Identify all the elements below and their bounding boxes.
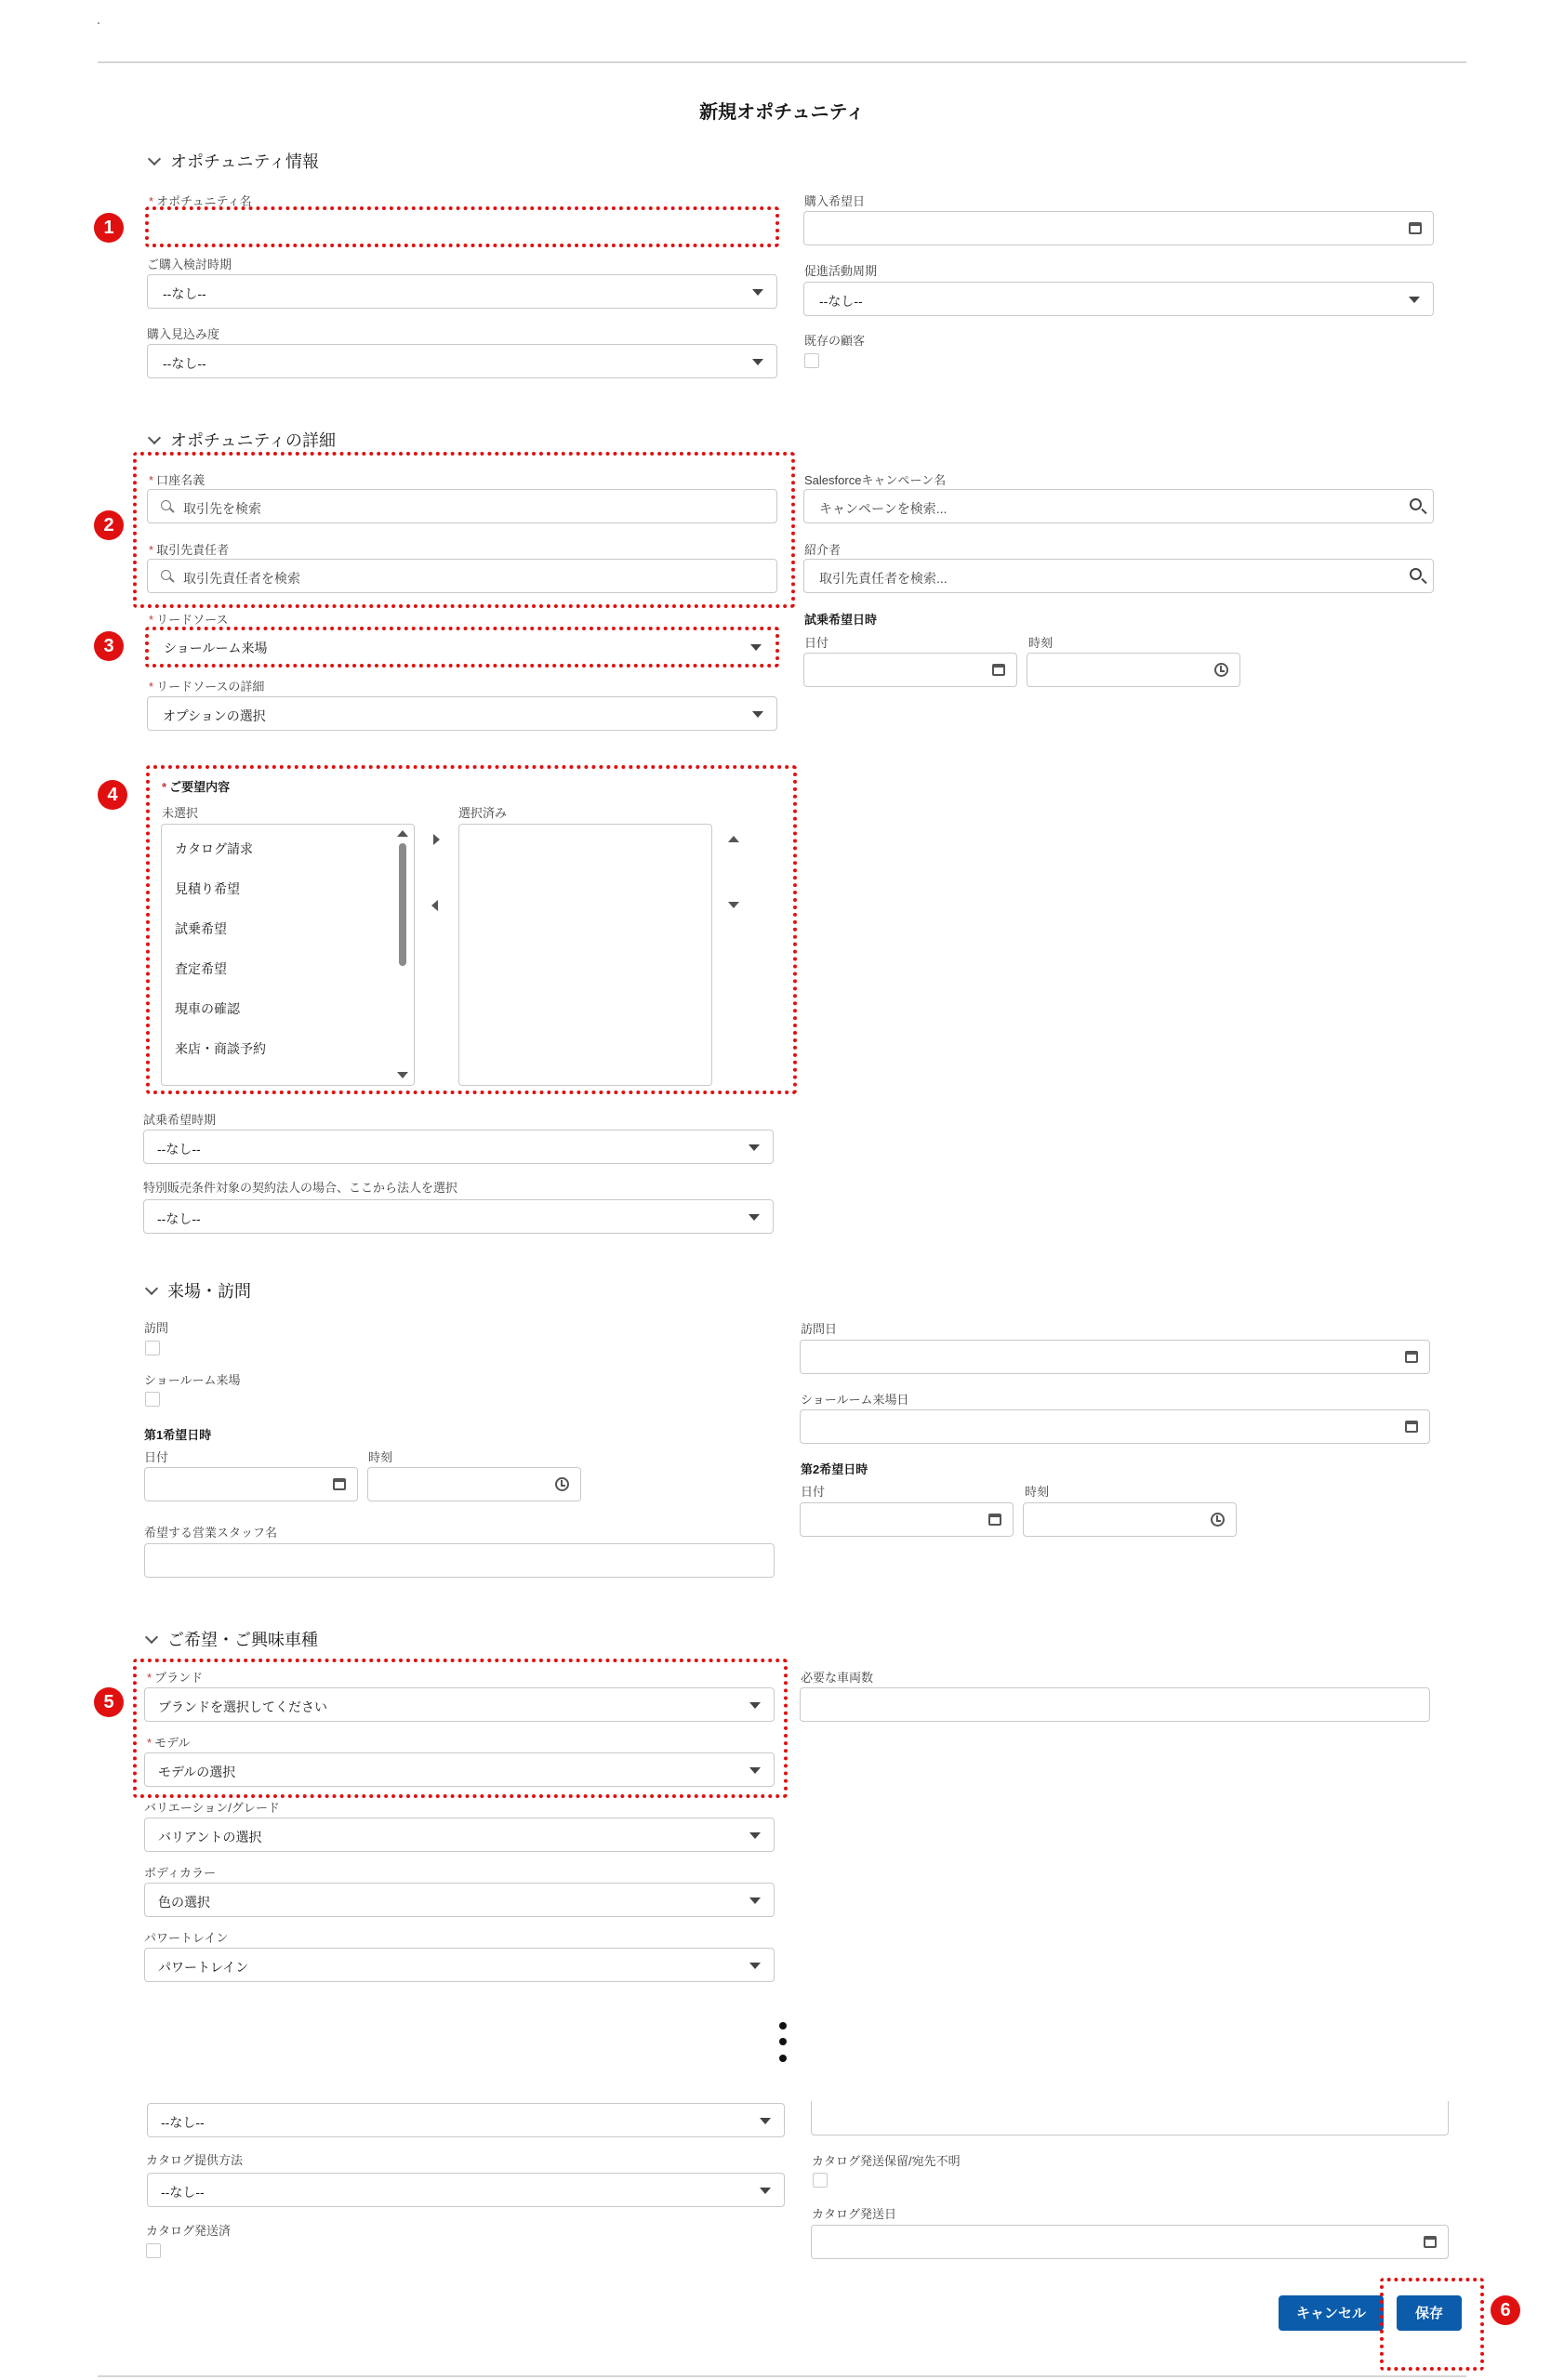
lead-detail-select[interactable] xyxy=(147,696,777,731)
corner-dot xyxy=(98,22,99,24)
page-title: 新規オポチュニティ xyxy=(699,102,865,123)
move-left-icon[interactable] xyxy=(431,900,438,911)
catalog-sent-checkbox[interactable] xyxy=(146,2243,161,2258)
calendar-icon[interactable] xyxy=(992,664,1005,676)
search-icon[interactable] xyxy=(1410,498,1422,510)
testdrive-period-value: --なし-- xyxy=(157,1142,201,1157)
scroll-down-icon[interactable] xyxy=(397,1072,408,1078)
lead-source-value: ショールーム来場 xyxy=(164,641,268,655)
second-time-label: 時刻 xyxy=(1025,1485,1050,1499)
clock-icon[interactable] xyxy=(1211,1513,1225,1527)
chevron-down-icon xyxy=(749,1832,761,1839)
brand-select[interactable] xyxy=(144,1687,775,1722)
first-date-label: 日付 xyxy=(144,1450,169,1464)
variation-value: バリアントの選択 xyxy=(158,1830,262,1844)
referrer-placeholder: 取引先責任者を検索... xyxy=(819,571,948,586)
catalog-sent-label: カタログ発送済 xyxy=(146,2224,232,2238)
list-item[interactable]: 現車の確認 xyxy=(175,1001,240,1016)
chevron-down-icon xyxy=(749,1144,760,1151)
timing-value: --なし-- xyxy=(163,286,206,301)
move-down-icon[interactable] xyxy=(728,902,739,908)
model-value: モデルの選択 xyxy=(158,1765,236,1779)
chevron-down-icon xyxy=(752,359,763,365)
calendar-icon[interactable] xyxy=(1405,1421,1418,1433)
staff-input[interactable] xyxy=(144,1543,775,1578)
variation-label: バリエーション/グレード xyxy=(144,1801,280,1815)
search-icon[interactable] xyxy=(1410,568,1422,580)
clock-icon[interactable] xyxy=(555,1477,569,1491)
promo-select[interactable] xyxy=(803,282,1434,316)
lead-source-label: * リードソース xyxy=(149,613,229,627)
likelihood-label: 購入見込み度 xyxy=(147,327,220,341)
likelihood-select[interactable] xyxy=(147,344,777,378)
catalog-method-value: --なし-- xyxy=(161,2185,205,2200)
step-marker-6: 6 xyxy=(1491,2295,1520,2325)
corp-value: --なし-- xyxy=(157,1211,201,1226)
selected-label: 選択済み xyxy=(458,806,508,820)
section-title: 来場・訪問 xyxy=(167,1282,251,1301)
chevron-down-icon xyxy=(752,289,763,296)
section-header-detail[interactable] xyxy=(146,428,336,452)
chevron-down-icon xyxy=(760,2118,771,2124)
contact-lookup[interactable] xyxy=(147,559,777,593)
section-header-visit[interactable] xyxy=(143,1278,251,1302)
timing-select[interactable] xyxy=(147,274,777,309)
step-marker-3: 3 xyxy=(94,631,124,661)
search-icon xyxy=(161,500,171,510)
list-item[interactable]: 査定希望 xyxy=(175,961,227,976)
testdrive-date-label: 日付 xyxy=(804,636,829,650)
testdrive-period-label: 試乗希望時期 xyxy=(143,1113,217,1127)
step-marker-4: 4 xyxy=(98,780,127,810)
opp-name-label: * オポチュニティ名 xyxy=(149,194,252,208)
first-time-input[interactable] xyxy=(367,1467,581,1501)
testdrive-time-input[interactable] xyxy=(1027,653,1240,687)
first-choice-label: 第1希望日時 xyxy=(144,1428,212,1442)
showroom-label: ショールーム来場 xyxy=(144,1373,241,1387)
bottom-right-input[interactable] xyxy=(811,2101,1449,2135)
chevron-down-icon xyxy=(749,1963,761,1969)
clock-icon[interactable] xyxy=(1214,663,1228,677)
second-date-label: 日付 xyxy=(801,1485,826,1499)
lead-source-select[interactable] xyxy=(149,629,775,664)
vehicle-count-label: 必要な車両数 xyxy=(801,1671,874,1685)
calendar-icon[interactable] xyxy=(988,1514,1001,1526)
save-button[interactable]: 保存 xyxy=(1397,2295,1462,2331)
second-time-input[interactable] xyxy=(1023,1502,1237,1537)
chevron-down-icon xyxy=(145,1631,158,1644)
model-select[interactable] xyxy=(144,1752,775,1787)
scrollbar-thumb[interactable] xyxy=(399,843,406,966)
step-marker-1: 1 xyxy=(94,213,124,243)
timing-label: ご購入検討時期 xyxy=(147,258,232,271)
opp-name-input[interactable] xyxy=(147,210,777,245)
second-choice-label: 第2希望日時 xyxy=(801,1462,868,1476)
calendar-icon[interactable] xyxy=(1424,2236,1437,2248)
chevron-down-icon xyxy=(750,644,762,651)
lead-detail-label: * リードソースの詳細 xyxy=(149,680,265,694)
list-item[interactable]: 見積り希望 xyxy=(175,881,240,896)
campaign-placeholder: キャンペーンを検索... xyxy=(819,501,948,516)
powertrain-value: パワートレイン xyxy=(158,1960,249,1975)
showroom-checkbox[interactable] xyxy=(145,1392,160,1407)
purchase-date-label: 購入希望日 xyxy=(804,194,866,208)
chevron-down-icon xyxy=(752,711,763,718)
list-item[interactable]: 試乗希望 xyxy=(175,921,227,936)
color-value: 色の選択 xyxy=(158,1895,210,1910)
cancel-button[interactable]: キャンセル xyxy=(1279,2295,1384,2331)
account-label: * 口座名義 xyxy=(149,473,205,487)
ellipsis-icon xyxy=(779,2038,787,2045)
existing-customer-checkbox[interactable] xyxy=(804,353,819,368)
brand-label: * ブランド xyxy=(147,1671,204,1685)
lead-detail-value: オプションの選択 xyxy=(163,708,266,723)
showroom-date-input[interactable] xyxy=(800,1409,1430,1444)
visit-date-label: 訪問日 xyxy=(801,1322,838,1336)
referrer-lookup[interactable] xyxy=(803,559,1434,593)
selected-listbox[interactable] xyxy=(458,824,712,1086)
testdrive-time-label: 時刻 xyxy=(1028,636,1054,650)
list-item[interactable]: 来店・商談予約 xyxy=(175,1041,266,1056)
account-placeholder: 取引先を検索 xyxy=(183,501,261,516)
showroom-date-label: ショールーム来場日 xyxy=(801,1393,909,1407)
catalog-date-label: カタログ発送日 xyxy=(812,2207,897,2221)
scroll-up-icon[interactable] xyxy=(397,830,408,837)
contact-label: * 取引先責任者 xyxy=(149,543,230,557)
account-lookup[interactable] xyxy=(147,489,777,523)
calendar-icon[interactable] xyxy=(1409,222,1422,234)
first-time-label: 時刻 xyxy=(368,1450,393,1464)
chevron-down-icon xyxy=(148,152,161,165)
contact-placeholder: 取引先責任者を検索 xyxy=(183,571,300,586)
search-icon xyxy=(161,570,171,580)
calendar-icon[interactable] xyxy=(1405,1351,1418,1363)
promo-value: --なし-- xyxy=(819,294,863,309)
bottom-select-value: --なし-- xyxy=(161,2115,205,2130)
chevron-down-icon xyxy=(148,431,161,444)
top-divider xyxy=(98,61,1466,63)
chevron-down-icon xyxy=(749,1214,760,1221)
calendar-icon[interactable] xyxy=(333,1478,346,1490)
referrer-label: 紹介者 xyxy=(804,543,842,557)
chevron-down-icon xyxy=(145,1282,158,1295)
color-select[interactable] xyxy=(144,1883,775,1917)
step-marker-5: 5 xyxy=(94,1687,124,1717)
corp-select[interactable] xyxy=(143,1199,774,1234)
chevron-down-icon xyxy=(749,1897,761,1904)
powertrain-select[interactable] xyxy=(144,1948,775,1982)
request-label: * ご要望内容 xyxy=(162,780,231,794)
available-listbox[interactable] xyxy=(161,824,415,1086)
powertrain-label: パワートレイン xyxy=(144,1931,229,1945)
catalog-hold-checkbox[interactable] xyxy=(813,2173,828,2188)
color-label: ボディカラー xyxy=(144,1866,216,1880)
ellipsis-icon xyxy=(779,2022,787,2030)
first-date-input[interactable] xyxy=(144,1467,358,1501)
section-title: オポチュニティの詳細 xyxy=(170,431,337,450)
catalog-method-select[interactable] xyxy=(147,2173,785,2207)
list-item[interactable]: カタログ請求 xyxy=(175,841,253,856)
testdrive-period-select[interactable] xyxy=(143,1130,774,1164)
chevron-down-icon xyxy=(760,2188,771,2194)
campaign-lookup[interactable] xyxy=(803,489,1434,523)
vehicle-count-input[interactable] xyxy=(800,1687,1430,1722)
staff-label: 希望する営業スタッフ名 xyxy=(144,1526,278,1540)
section-title: ご希望・ご興味車種 xyxy=(167,1631,318,1649)
variation-select[interactable] xyxy=(144,1818,775,1852)
bottom-divider xyxy=(98,2375,1466,2377)
second-date-input[interactable] xyxy=(800,1502,1014,1537)
existing-customer-label: 既存の顧客 xyxy=(804,334,866,348)
section-header-vehicle[interactable] xyxy=(143,1627,318,1651)
ellipsis-icon xyxy=(779,2055,787,2062)
section-header-info[interactable] xyxy=(146,149,319,173)
section-title: オポチュニティ情報 xyxy=(170,152,320,171)
visit-date-input[interactable] xyxy=(800,1340,1430,1374)
testdrive-datetime-label: 試乗希望日時 xyxy=(804,613,878,627)
campaign-label: Salesforceキャンペーン名 xyxy=(804,473,947,487)
chevron-down-icon xyxy=(1409,297,1420,303)
promo-label: 促進活動周期 xyxy=(804,264,878,278)
available-label: 未選択 xyxy=(162,806,199,820)
testdrive-date-input[interactable] xyxy=(803,653,1017,687)
step-marker-2: 2 xyxy=(94,510,124,540)
chevron-down-icon xyxy=(749,1767,761,1774)
brand-value: ブランドを選択してください xyxy=(158,1699,327,1714)
corp-label: 特別販売条件対象の契約法人の場合、ここから法人を選択 xyxy=(143,1181,458,1195)
visit-checkbox[interactable] xyxy=(145,1341,160,1355)
move-up-icon[interactable] xyxy=(728,836,739,842)
bottom-select[interactable] xyxy=(147,2103,785,2137)
chevron-down-icon xyxy=(749,1702,761,1709)
move-right-icon[interactable] xyxy=(433,834,440,845)
visit-label: 訪問 xyxy=(144,1321,169,1335)
catalog-method-label: カタログ提供方法 xyxy=(146,2153,244,2167)
purchase-date-input[interactable] xyxy=(803,211,1434,245)
catalog-date-input[interactable] xyxy=(811,2225,1449,2259)
catalog-hold-label: カタログ発送保留/宛先不明 xyxy=(812,2154,961,2168)
likelihood-value: --なし-- xyxy=(163,356,206,371)
model-label: * モデル xyxy=(147,1736,191,1750)
